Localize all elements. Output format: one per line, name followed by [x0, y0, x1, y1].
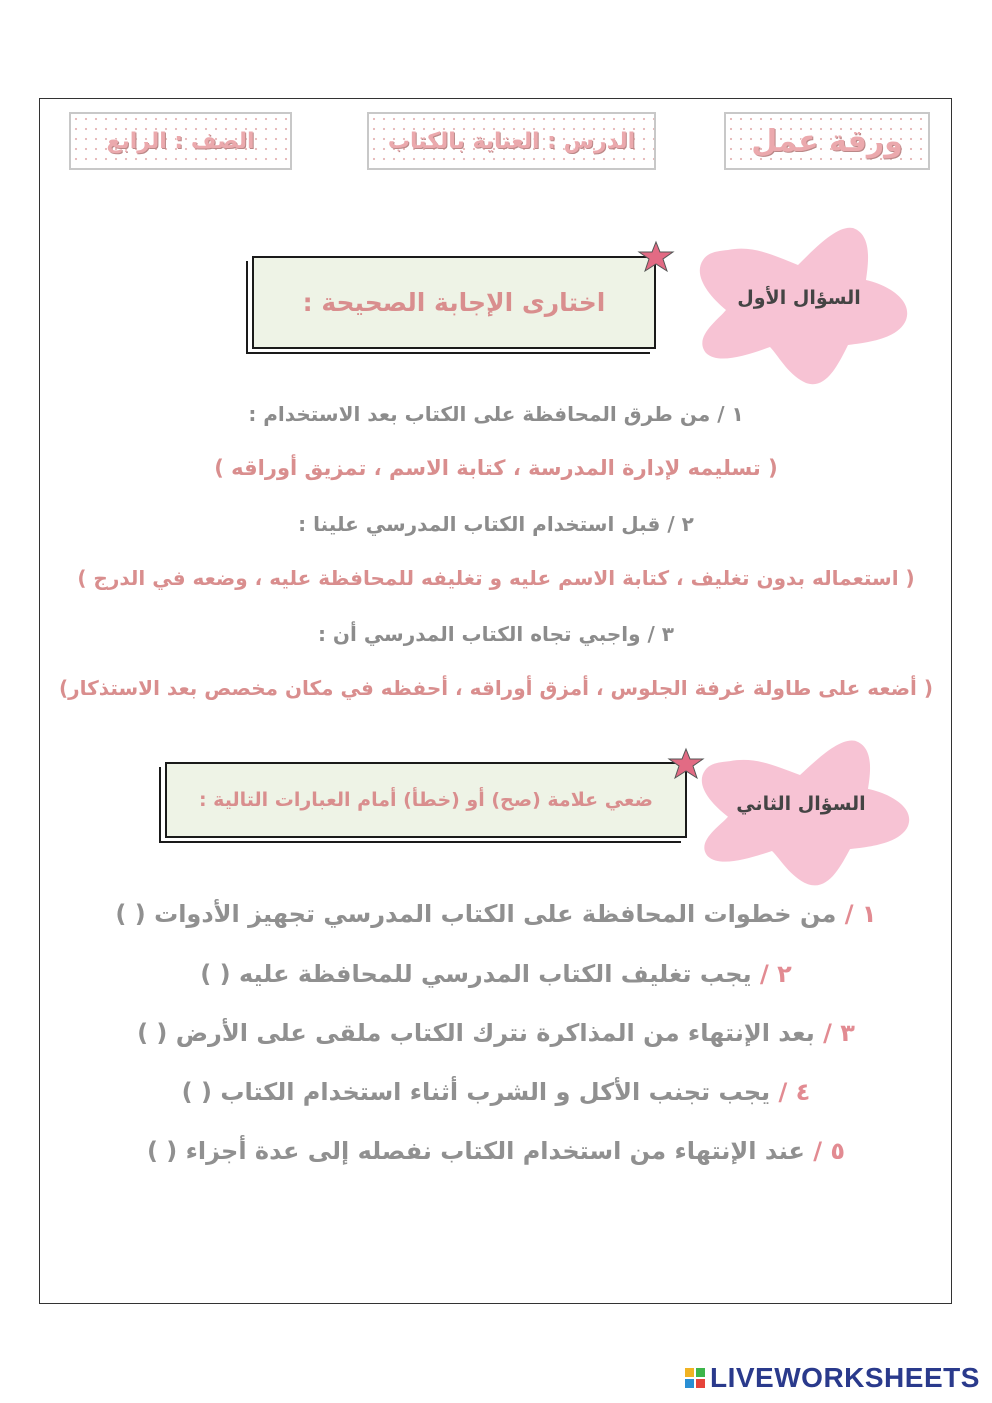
q2-options: ( استعماله بدون تغليف ، كتابة الاسم عليه و تغليفه للمحافظة عليه ، وضعه في الدرج ) — [77, 566, 915, 590]
q2-question: ٢ / قبل استخدام الكتاب المدرسي علينا : — [298, 512, 694, 536]
tf-item-number: ٤ / — [778, 1078, 811, 1106]
q1-question: ١ / من طرق المحافظة على الكتاب بعد الاستخدام : — [248, 402, 744, 426]
tf-item — [40, 900, 952, 928]
tf-item-text: يجب تجنب الأكل و الشرب أثناء استخدام الكتاب — [220, 1078, 771, 1106]
small-star-icon — [637, 240, 675, 274]
tf-item-text: عند الإنتهاء من استخدام الكتاب نفصله إلى عدة أجزاء — [185, 1137, 805, 1165]
tf-item-text: من خطوات المحافظة على الكتاب المدرسي تجهيز الأدوات — [154, 900, 837, 928]
tf-answer-blank[interactable]: ( ) — [137, 1019, 168, 1047]
tf-item-number: ٣ / — [823, 1019, 855, 1047]
tf-item-text: بعد الإنتهاء من المذاكرة نترك الكتاب ملقى على الأرض — [175, 1019, 815, 1047]
logo-blocks-icon — [685, 1368, 705, 1388]
liveworksheets-logo[interactable] — [685, 1362, 980, 1394]
tf-answer-blank[interactable]: ( ) — [146, 1137, 178, 1165]
tf-answer-blank[interactable]: ( ) — [181, 1078, 212, 1106]
tf-item-number: ٥ / — [813, 1137, 846, 1165]
tf-answer-blank[interactable]: ( ) — [115, 900, 146, 928]
tf-item — [40, 960, 952, 988]
tf-item — [40, 1019, 952, 1047]
grade-box — [69, 112, 292, 170]
lesson-label: الدرس : العناية بالكتاب — [387, 128, 636, 154]
question1-instruction: اختارى الإجابة الصحيحة : — [302, 288, 606, 317]
tf-item-number: ٢ / — [759, 960, 792, 988]
tf-item-text: يجب تغليف الكتاب المدرسي للمحافظة عليه — [238, 960, 752, 988]
grade-label: الصف : الرابع — [106, 128, 255, 154]
question2-star-badge — [690, 738, 912, 888]
tf-item-number: ١ / — [844, 900, 877, 928]
tf-item — [40, 1137, 952, 1165]
question1-instruction-box — [252, 256, 656, 349]
question1-label: السؤال الأول — [737, 287, 861, 309]
q1-options: ( تسليمه لإدارة المدرسة ، كتابة الاسم ، تمزيق أوراقه ) — [214, 456, 778, 480]
tf-answer-blank[interactable]: ( ) — [200, 960, 231, 988]
worksheet-title: ورقة عمل — [751, 123, 903, 159]
question1-star-badge — [688, 225, 910, 387]
q3-options: ( أضعه على طاولة غرفة الجلوس ، أمزق أوراقه ، أحفظه في مكان مخصص بعد الاستذكار) — [59, 676, 933, 700]
q3-question: ٣ / واجبي تجاه الكتاب المدرسي أن : — [317, 622, 675, 646]
small-star-icon — [667, 747, 705, 781]
question2-instruction-box — [165, 762, 687, 838]
question2-label: السؤال الثاني — [736, 793, 866, 815]
question2-instruction: ضعي علامة (صح) أو (خطأ) أمام العبارات التالية : — [198, 789, 654, 811]
lesson-box — [367, 112, 656, 170]
brand-name: LIVEWORKSHEETS — [710, 1362, 980, 1393]
tf-item — [40, 1078, 952, 1106]
worksheet-title-box — [724, 112, 930, 170]
